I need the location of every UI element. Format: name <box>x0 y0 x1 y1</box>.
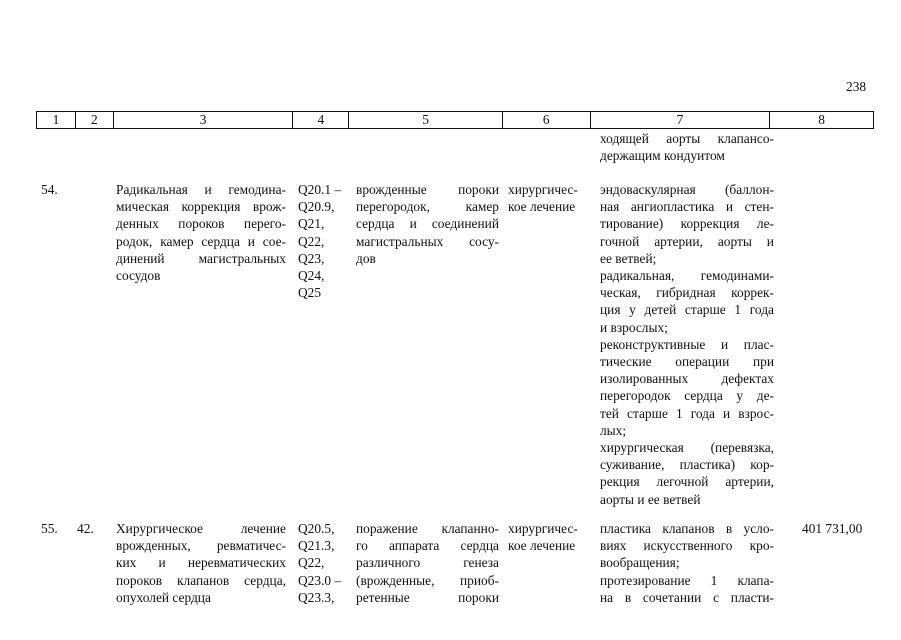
word: искусственного <box>643 538 733 554</box>
text-line <box>116 181 286 198</box>
word: протезирование <box>600 572 691 588</box>
text-line <box>600 387 774 404</box>
word: ческая, <box>600 285 641 301</box>
header-col-6: 6 <box>503 112 591 128</box>
word: различного <box>356 555 421 571</box>
word: радикальная, <box>600 268 675 284</box>
word: (баллон- <box>724 182 774 197</box>
text-line: кое лечение <box>508 199 576 215</box>
word: и <box>766 233 774 249</box>
word: ная <box>600 199 620 215</box>
word: у <box>629 302 636 318</box>
text-line: сосудов <box>116 268 161 284</box>
word: приоб- <box>460 572 499 588</box>
word: врожденных, <box>116 538 191 554</box>
word: пороки <box>458 182 499 197</box>
header-col-2: 2 <box>76 112 114 128</box>
word: перего- <box>243 216 286 232</box>
word: взрос- <box>738 405 774 421</box>
word: суживание, <box>600 457 665 473</box>
word: коррекция <box>181 199 241 215</box>
icd-code: Q20.9, <box>298 199 335 215</box>
text-line <box>600 370 774 387</box>
word: сосу- <box>469 233 499 249</box>
word: детей <box>644 302 677 318</box>
word: врожденные <box>356 182 427 197</box>
word: и <box>720 336 729 352</box>
word: Радикальная <box>116 182 188 197</box>
word: генеза <box>463 555 499 571</box>
text-line: и взрослых; <box>600 319 668 335</box>
text-line <box>600 353 774 370</box>
text-line <box>116 520 286 537</box>
word: эндоваскулярная <box>600 182 696 197</box>
text-line <box>356 215 499 232</box>
text-line <box>356 233 499 250</box>
word: года <box>749 302 774 318</box>
word: усло- <box>743 521 774 536</box>
word: ция <box>600 302 621 318</box>
word: 1 <box>710 572 718 588</box>
text-line <box>600 215 774 232</box>
row-54-col7 <box>600 181 774 508</box>
word: аорты <box>666 131 701 146</box>
text-line <box>116 198 286 215</box>
word: Хирургическое <box>116 521 203 536</box>
text-line: хирургичес- <box>508 182 578 197</box>
text-line <box>600 198 774 215</box>
word: камер <box>465 199 499 215</box>
header-col-5: 5 <box>349 112 503 128</box>
word: врож- <box>252 199 286 215</box>
text-line <box>600 336 774 353</box>
word: на <box>600 589 614 605</box>
word: клапанов <box>662 521 715 536</box>
word: операции <box>675 354 730 370</box>
word: сердца <box>201 233 240 249</box>
text-line <box>356 589 499 606</box>
row-55-col5 <box>356 520 499 606</box>
word: виях <box>600 538 627 554</box>
word: пороки <box>458 589 499 605</box>
word: 1 <box>734 302 742 318</box>
word: мическая <box>116 199 170 215</box>
text-line <box>600 301 774 318</box>
text-line <box>600 439 774 456</box>
word: коррекция <box>680 216 740 232</box>
row-54-col6 <box>508 181 590 215</box>
text-line <box>600 181 774 198</box>
word: ретенные <box>356 589 410 605</box>
word: рекция <box>600 474 640 490</box>
word: неревматических <box>187 555 286 571</box>
word: артерии, <box>725 474 774 490</box>
icd-code: Q21.3, <box>298 538 335 554</box>
word: года <box>690 405 715 421</box>
word: (перевязка, <box>710 440 774 456</box>
text-line <box>600 233 774 250</box>
word: легочной <box>656 474 709 490</box>
word: в <box>725 521 733 536</box>
text-line <box>356 554 499 571</box>
text-line <box>356 181 499 198</box>
text-line <box>356 537 499 554</box>
word: сердца, <box>244 572 286 588</box>
word: и <box>723 405 731 421</box>
row-55-col7 <box>600 520 774 606</box>
text-line <box>600 572 774 589</box>
word: сочетании <box>642 589 702 605</box>
word: и <box>204 182 212 197</box>
word: сердца <box>460 538 499 554</box>
icd-code: Q22, <box>298 233 325 249</box>
word: динений <box>116 250 165 266</box>
word: сердца <box>684 388 723 404</box>
row-54-col3 <box>116 181 286 284</box>
row-54-col5 <box>356 181 499 267</box>
text-line <box>116 572 286 589</box>
text-line: держащим кондуитом <box>600 148 725 164</box>
word: с <box>713 589 720 605</box>
text-line <box>600 456 774 473</box>
text-line <box>600 473 774 490</box>
row-55-col6 <box>508 520 590 554</box>
icd-code: Q23.3, <box>298 589 335 605</box>
word: гемодина- <box>228 182 286 197</box>
word: и <box>247 233 255 249</box>
icd-code: Q20.5, <box>298 521 335 536</box>
word: ревматичес- <box>216 538 286 554</box>
word: денных <box>116 216 159 232</box>
word: соединений <box>431 216 499 232</box>
word: коррек- <box>731 285 774 301</box>
word: при <box>752 354 774 370</box>
text-line <box>116 250 286 267</box>
text-line: лых; <box>600 422 627 438</box>
word: ле- <box>756 216 774 232</box>
word: клапанно- <box>441 521 499 536</box>
word: хирургическая <box>600 440 684 456</box>
icd-code: Q24, <box>298 268 325 284</box>
text-line <box>600 267 774 284</box>
text-line: дов <box>356 250 376 266</box>
word: магистральных <box>356 233 444 249</box>
word: и <box>158 555 166 571</box>
text-line: кое лечение <box>508 538 576 554</box>
word: перегородок, <box>356 199 430 215</box>
text-line: вообращения; <box>600 555 680 571</box>
word: 1 <box>675 405 683 421</box>
row-55-col3 <box>116 520 286 606</box>
word: артерии, <box>654 233 703 249</box>
text-line <box>600 405 774 422</box>
word: аппарата <box>389 538 440 554</box>
word: тей <box>600 405 619 421</box>
word: в <box>624 589 632 605</box>
text-line <box>600 537 774 554</box>
word: и <box>409 216 417 232</box>
word: и <box>725 199 734 215</box>
header-col-1: 1 <box>37 112 76 128</box>
word: стен- <box>744 199 774 215</box>
word: гибридная <box>656 285 716 301</box>
text-line: аорты и ее ветвей <box>600 491 701 507</box>
page-number: 238 <box>846 79 867 94</box>
word: старше <box>684 302 726 318</box>
word: пороков <box>178 216 225 232</box>
word: перегородок <box>600 388 671 404</box>
word: пласти- <box>730 589 774 605</box>
column-number-header <box>36 111 874 129</box>
word: тирование) <box>600 216 664 232</box>
word: сое- <box>262 233 286 249</box>
word: родок, <box>116 233 153 249</box>
word: гемодинами- <box>700 268 774 284</box>
text-line: ее ветвей; <box>600 250 657 266</box>
word: кро- <box>749 538 774 554</box>
text-line <box>600 284 774 301</box>
icd-code: Q25 <box>298 285 322 301</box>
icd-code: Q21, <box>298 216 325 232</box>
text-line <box>116 537 286 554</box>
word: пластика <box>600 521 651 536</box>
icd-code: Q23, <box>298 250 325 266</box>
row-54-col4 <box>298 181 352 301</box>
word: тические <box>600 354 652 370</box>
text-line <box>600 589 774 606</box>
word: кор- <box>750 457 774 473</box>
word: де- <box>756 388 774 404</box>
word: камер <box>160 233 194 249</box>
word: лечение <box>240 521 286 536</box>
word: дефектах <box>721 371 774 387</box>
word: аорты <box>717 233 752 249</box>
text-line <box>116 233 286 250</box>
text-line <box>356 520 499 537</box>
word: пороков <box>116 572 163 588</box>
row-55-group-number: 42. <box>77 521 94 536</box>
word: (врожденные, <box>356 572 435 588</box>
word: ангиопластика <box>630 199 715 215</box>
word: го <box>356 538 368 554</box>
row-55-number: 55. <box>41 521 58 536</box>
word: реконструктивные <box>600 336 706 352</box>
icd-code: Q23.0 – <box>298 572 342 588</box>
word: поражение <box>356 521 418 536</box>
text-line <box>356 198 499 215</box>
word: сердца <box>356 216 395 232</box>
row-55-price: 401 731,00 <box>802 521 863 536</box>
text-line <box>116 215 286 232</box>
header-col-3: 3 <box>114 112 294 128</box>
word: магистральных <box>198 250 286 266</box>
word: старше <box>627 405 668 421</box>
header-col-4: 4 <box>293 112 349 128</box>
word: изолированных <box>600 371 689 387</box>
header-col-8: 8 <box>818 112 825 127</box>
word: плас- <box>743 336 774 352</box>
text-line <box>116 554 286 571</box>
continuation-col7 <box>600 130 774 164</box>
word: клапансо- <box>717 131 774 146</box>
row-54-number: 54. <box>41 182 58 197</box>
word: у <box>736 388 744 404</box>
word: ходящей <box>600 131 649 146</box>
word: клапанов <box>177 572 230 588</box>
header-col-7: 7 <box>591 112 771 128</box>
row-55-col4 <box>298 520 352 606</box>
text-line: опухолей сердца <box>116 589 211 605</box>
word: клапа- <box>737 572 774 588</box>
word: пластика) <box>679 457 736 473</box>
word: гочной <box>600 233 640 249</box>
text-line <box>600 520 774 537</box>
text-line: хирургичес- <box>508 521 578 536</box>
text-line <box>600 130 774 147</box>
text-line <box>356 572 499 589</box>
icd-code: Q22, <box>298 555 325 571</box>
word: ких <box>116 555 137 571</box>
icd-code: Q20.1 – <box>298 182 342 197</box>
